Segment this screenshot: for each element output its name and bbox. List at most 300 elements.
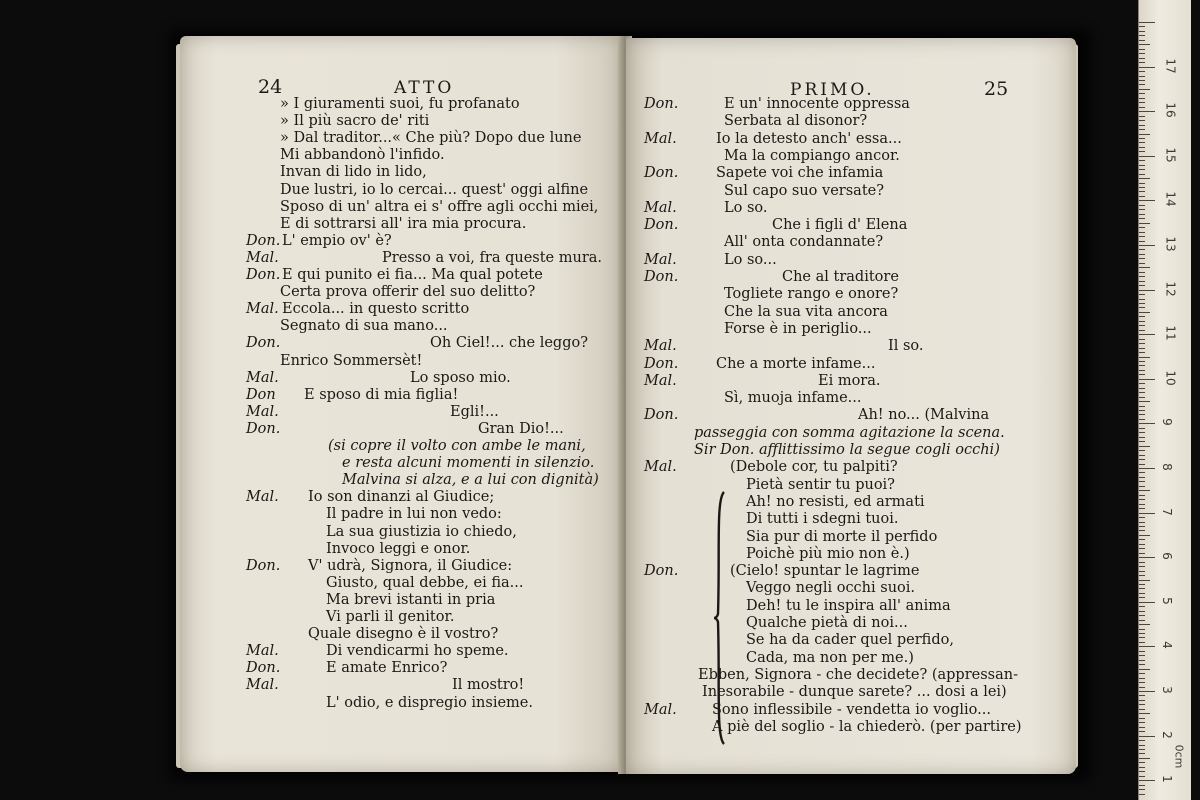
ruler-tick xyxy=(1139,348,1145,349)
ruler-tick xyxy=(1139,731,1145,732)
ruler-tick xyxy=(1139,352,1145,353)
text-line: Segnato di sua mano... xyxy=(280,318,448,335)
ruler-tick xyxy=(1139,615,1145,616)
ruler-tick xyxy=(1139,691,1155,692)
speaker-label: Don. xyxy=(644,563,679,580)
ruler-tick xyxy=(1139,539,1145,540)
ruler-tick xyxy=(1139,223,1150,224)
ruler-tick xyxy=(1139,673,1145,674)
ruler-number: 6 xyxy=(1159,552,1174,561)
ruler-number: 3 xyxy=(1159,686,1174,694)
ruler-tick xyxy=(1139,597,1145,598)
ruler-tick xyxy=(1139,22,1155,23)
speaker-label: Don. xyxy=(246,267,281,283)
ruler-tick xyxy=(1139,722,1145,723)
left-page-number: 24 xyxy=(258,76,283,98)
text-line: All' onta condannate? xyxy=(724,234,884,251)
ruler-number: 5 xyxy=(1159,596,1174,605)
ruler-tick xyxy=(1139,428,1145,429)
text-line: Gran Dio!... xyxy=(478,420,564,437)
ruler-tick xyxy=(1139,129,1145,130)
ruler-tick xyxy=(1139,593,1145,594)
ruler-tick xyxy=(1139,499,1145,500)
text-line: Sia pur di morte il perfido xyxy=(746,528,938,545)
text-line: Enrico Sommersèt! xyxy=(280,352,423,369)
text-line: Qualche pietà di noi... xyxy=(746,615,908,631)
ruler-tick xyxy=(1139,664,1145,665)
ruler-tick xyxy=(1139,530,1145,531)
ruler-tick xyxy=(1139,258,1145,259)
ruler-tick xyxy=(1139,629,1145,630)
ruler-tick xyxy=(1139,718,1145,719)
speaker-label: Don. xyxy=(644,165,679,182)
ruler-tick xyxy=(1139,642,1145,643)
ruler-tick xyxy=(1139,93,1145,94)
text-line: A piè del soglio - la chiederò. (per partire) xyxy=(712,718,1022,735)
ruler-tick xyxy=(1139,325,1145,326)
speaker-label: Don. xyxy=(644,269,679,285)
ruler-tick xyxy=(1139,272,1145,273)
ruler-tick xyxy=(1139,709,1145,710)
text-line: Malvina si alza, e a lui con dignità) xyxy=(342,472,599,489)
text-line: Eccola... in questo scritto xyxy=(282,301,470,318)
ruler-tick xyxy=(1139,330,1145,331)
ruler-tick xyxy=(1139,566,1145,567)
ruler-number: 4 xyxy=(1159,641,1174,650)
text-line: Egli!... xyxy=(450,403,499,420)
text-line: L' odio, e dispregio insieme. xyxy=(326,694,534,711)
text-line: Forse è in periglio... xyxy=(724,320,872,337)
ruler-tick xyxy=(1139,214,1145,215)
ruler-tick xyxy=(1139,508,1145,509)
ruler-tick xyxy=(1139,575,1145,576)
speaker-label: Don. xyxy=(644,355,679,372)
ruler-tick xyxy=(1139,35,1145,36)
ruler-tick xyxy=(1139,241,1145,242)
text-line: E un' innocente oppressa xyxy=(724,96,910,112)
ruler-tick xyxy=(1139,299,1145,300)
ruler-tick xyxy=(1139,481,1145,482)
ruler-tick xyxy=(1139,138,1145,139)
speaker-label: Don. xyxy=(246,557,281,574)
text-line: Sono inflessibile - vendetta io voglio... xyxy=(712,701,991,718)
text-line: Cada, ma non per me.) xyxy=(746,649,914,666)
ruler-tick xyxy=(1139,687,1145,688)
ruler-tick xyxy=(1139,218,1145,219)
speaker-label: Don. xyxy=(246,660,281,677)
ruler-tick xyxy=(1139,178,1150,179)
ruler-tick xyxy=(1139,704,1145,705)
ruler-unit-label: 0cm xyxy=(1172,744,1186,769)
text-line: Presso a voi, fra queste mura. xyxy=(382,249,603,266)
ruler-tick xyxy=(1139,321,1145,322)
text-line: Deh! tu le inspira all' anima xyxy=(746,597,951,614)
ruler-tick xyxy=(1139,249,1145,250)
ruler-number: 17 xyxy=(1163,57,1178,74)
right-page xyxy=(626,38,1076,774)
ruler-tick xyxy=(1139,446,1150,447)
ruler-tick xyxy=(1139,669,1150,670)
ruler-tick xyxy=(1139,633,1145,634)
speaker-label: Don. xyxy=(644,96,679,112)
text-line: (Cielo! spuntar le lagrime xyxy=(730,563,920,580)
ruler-tick xyxy=(1139,401,1150,402)
ruler-tick xyxy=(1139,388,1145,389)
ruler-tick xyxy=(1139,464,1145,465)
ruler-tick xyxy=(1139,758,1150,759)
text-line: Due lustri, io lo cercai... quest' oggi alfine xyxy=(280,181,589,198)
speaker-label: Mal. xyxy=(246,403,279,420)
ruler-tick xyxy=(1139,196,1145,197)
ruler-tick xyxy=(1139,169,1145,170)
text-line: Certa prova offerir del suo delitto? xyxy=(280,284,536,301)
ruler-tick xyxy=(1139,562,1145,563)
text-line: Ma brevi istanti in pria xyxy=(326,591,496,608)
text-line: » Il più sacro de' riti xyxy=(280,113,430,130)
text-line: Il so. xyxy=(888,338,924,355)
text-line: E di sottrarsi all' ira mia procura. xyxy=(280,215,527,232)
text-line: Ebben, Signora - che decidete? (appressan- xyxy=(698,666,1018,683)
text-line: Di vendicarmi ho speme. xyxy=(326,643,509,660)
speaker-label: Mal. xyxy=(644,701,677,718)
ruler-tick xyxy=(1139,147,1145,148)
ruler-tick xyxy=(1139,156,1155,157)
ruler-tick xyxy=(1139,370,1145,371)
text-line: (Debole cor, tu palpiti? xyxy=(730,459,898,476)
ruler-tick xyxy=(1139,191,1145,192)
ruler-number: 12 xyxy=(1163,280,1178,297)
ruler-tick xyxy=(1139,637,1145,638)
speaker-label: Don. xyxy=(644,217,679,234)
ruler-tick xyxy=(1139,517,1145,518)
text-line: Lo so. xyxy=(724,199,768,216)
ruler-tick xyxy=(1139,553,1145,554)
text-line: Io son dinanzi al Giudice; xyxy=(308,489,495,506)
ruler-tick xyxy=(1139,312,1150,313)
ruler-tick xyxy=(1139,776,1145,777)
ruler-tick xyxy=(1139,450,1145,451)
ruler-number: 11 xyxy=(1163,325,1178,341)
ruler-tick xyxy=(1139,263,1145,264)
ruler-tick xyxy=(1139,205,1145,206)
ruler-tick xyxy=(1139,303,1145,304)
ruler-tick xyxy=(1139,334,1155,335)
ruler-tick xyxy=(1139,151,1145,152)
ruler-tick xyxy=(1139,165,1145,166)
ruler-tick xyxy=(1139,31,1145,32)
ruler-tick xyxy=(1139,611,1145,612)
ruler-tick xyxy=(1139,571,1145,572)
ruler-tick xyxy=(1139,767,1145,768)
ruler-tick xyxy=(1139,794,1145,795)
text-line: Giusto, qual debbe, ei fia... xyxy=(326,574,524,591)
text-line: (si copre il volto con ambe le mani, xyxy=(328,438,586,454)
ruler-tick xyxy=(1139,753,1145,754)
text-line: Veggo negli occhi suoi. xyxy=(746,580,916,597)
text-line: Lo so... xyxy=(724,251,777,268)
text-line: » I giuramenti suoi, fu profanato xyxy=(280,96,520,112)
speaker-label: Mal. xyxy=(644,338,677,355)
speaker-label: Mal. xyxy=(644,459,677,476)
ruler-tick xyxy=(1139,120,1145,121)
text-line: Inesorabile - dunque sarete? ... dosi a lei) xyxy=(702,684,1007,701)
ruler-tick xyxy=(1139,276,1145,277)
ruler-tick xyxy=(1139,62,1145,63)
ruler-tick xyxy=(1139,727,1145,728)
ruler-tick xyxy=(1139,26,1145,27)
ruler-tick xyxy=(1139,749,1145,750)
text-line: Invan di lido in lido, xyxy=(280,164,427,181)
ruler-number: 2 xyxy=(1159,730,1174,739)
text-line: V' udrà, Signora, il Giudice: xyxy=(308,557,513,574)
text-line: Oh Ciel!... che leggo? xyxy=(430,335,588,352)
ruler-tick xyxy=(1139,785,1145,786)
ruler-tick xyxy=(1139,134,1150,135)
text-line: Serbata al disonor? xyxy=(724,113,868,130)
ruler-tick xyxy=(1139,160,1145,161)
ruler-tick xyxy=(1139,651,1145,652)
text-line: La sua giustizia io chiedo, xyxy=(326,523,517,540)
ruler-tick xyxy=(1139,379,1155,380)
ruler-tick xyxy=(1139,580,1150,581)
text-line: Il padre in lui non vedo: xyxy=(326,506,502,523)
text-line: Il mostro! xyxy=(452,677,525,694)
ruler-tick xyxy=(1139,281,1145,282)
left-page-header: ATTO xyxy=(394,78,455,98)
speaker-label: Mal. xyxy=(246,249,279,266)
ruler-tick xyxy=(1139,455,1145,456)
speaker-label: Don. xyxy=(246,335,281,352)
ruler-tick xyxy=(1139,678,1145,679)
ruler-tick xyxy=(1139,789,1145,790)
speaker-label: Mal. xyxy=(246,643,279,660)
ruler-tick xyxy=(1139,486,1145,487)
ruler-tick xyxy=(1139,89,1150,90)
ruler-tick xyxy=(1139,660,1145,661)
left-page xyxy=(180,36,622,772)
ruler-tick xyxy=(1139,780,1155,781)
ruler-tick xyxy=(1139,290,1155,291)
text-line: Io la detesto anch' essa... xyxy=(716,130,902,147)
ruler-tick xyxy=(1139,522,1145,523)
text-line: e resta alcuni momenti in silenzio. xyxy=(342,455,595,472)
text-line: Sul capo suo versate? xyxy=(724,182,884,199)
speaker-label: Mal. xyxy=(246,677,279,694)
ruler-tick xyxy=(1139,432,1145,433)
ruler-tick xyxy=(1139,80,1145,81)
ruler-tick xyxy=(1139,53,1145,54)
text-line: Poichè più mio non è.) xyxy=(746,545,910,562)
ruler-tick xyxy=(1139,374,1145,375)
text-line: Ah! no... (Malvina xyxy=(858,407,990,424)
text-line: E amate Enrico? xyxy=(326,660,448,677)
ruler-number: 13 xyxy=(1163,236,1178,252)
text-line: Che a morte infame... xyxy=(716,355,876,372)
ruler-number: 16 xyxy=(1163,102,1178,118)
ruler-tick xyxy=(1139,245,1155,246)
text-line: Vi parli il genitor. xyxy=(326,609,455,625)
ruler-tick xyxy=(1139,548,1145,549)
speaker-label: Mal. xyxy=(246,369,279,386)
ruler-tick xyxy=(1139,495,1145,496)
ruler-tick xyxy=(1139,419,1145,420)
text-line: Se ha da cader quel perfido, xyxy=(746,632,954,649)
ruler-tick xyxy=(1139,49,1145,50)
ruler-tick xyxy=(1139,67,1155,68)
ruler-tick xyxy=(1139,254,1145,255)
ruler-tick xyxy=(1139,410,1145,411)
ruler-number: 10 xyxy=(1163,370,1178,386)
ruler-tick xyxy=(1139,187,1145,188)
text-line: Invoco leggi e onor. xyxy=(326,540,471,557)
ruler-tick xyxy=(1139,102,1145,103)
ruler-tick xyxy=(1139,365,1145,366)
text-line: » Dal traditor...« Che più? Dopo due lune xyxy=(280,130,582,147)
ruler-tick xyxy=(1139,58,1145,59)
ruler-tick xyxy=(1139,361,1145,362)
ruler-tick xyxy=(1139,762,1145,763)
ruler-tick xyxy=(1139,111,1155,112)
text-line: Togliete rango e onore? xyxy=(724,286,899,303)
ruler-tick xyxy=(1139,76,1145,77)
ruler-tick xyxy=(1139,490,1150,491)
ruler-tick xyxy=(1139,397,1145,398)
ruler-tick xyxy=(1139,174,1145,175)
ruler-tick xyxy=(1139,84,1145,85)
ruler-tick xyxy=(1139,267,1150,268)
ruler-number: 7 xyxy=(1159,507,1174,516)
ruler-tick xyxy=(1139,771,1145,772)
ruler-number: 1 xyxy=(1159,775,1174,784)
speaker-label: Mal. xyxy=(644,251,677,268)
ruler-tick xyxy=(1139,740,1145,741)
ruler-tick xyxy=(1139,209,1145,210)
ruler-tick xyxy=(1139,602,1155,603)
ruler-tick xyxy=(1139,316,1145,317)
ruler-tick xyxy=(1139,227,1145,228)
ruler-tick xyxy=(1139,307,1145,308)
ruler-tick xyxy=(1139,526,1145,527)
text-line: Lo sposo mio. xyxy=(410,369,511,386)
text-line: Che la sua vita ancora xyxy=(724,303,888,320)
text-line: Ma la compiango ancor. xyxy=(724,147,900,164)
speaker-label: Mal. xyxy=(644,199,677,216)
ruler-number: 15 xyxy=(1163,147,1178,163)
ruler-tick xyxy=(1139,44,1150,45)
ruler-tick xyxy=(1139,468,1155,469)
ruler-tick xyxy=(1139,606,1145,607)
ruler-tick xyxy=(1139,285,1145,286)
ruler-tick xyxy=(1139,423,1155,424)
ruler-tick xyxy=(1139,745,1145,746)
text-line: Che i figli d' Elena xyxy=(772,217,908,234)
ruler-tick xyxy=(1139,682,1145,683)
ruler-tick xyxy=(1139,116,1145,117)
ruler-number: 14 xyxy=(1163,191,1178,208)
text-line: Che al traditore xyxy=(782,269,899,285)
text-line: L' empio ov' è? xyxy=(282,232,392,249)
text-line: Ei mora. xyxy=(818,372,881,389)
text-line: Sì, muoja infame... xyxy=(724,390,862,407)
ruler-tick xyxy=(1139,472,1145,473)
speaker-label: Don. xyxy=(246,420,281,437)
text-line: Sir Don. afflittissimo la segue cogli occhi) xyxy=(694,442,1000,458)
ruler-tick xyxy=(1139,200,1155,201)
ruler-tick xyxy=(1139,736,1155,737)
ruler-tick xyxy=(1139,406,1145,407)
ruler-tick xyxy=(1139,98,1145,99)
ruler-tick xyxy=(1139,357,1150,358)
text-line: E qui punito ei fia... Ma qual potete xyxy=(282,267,543,283)
ruler-tick xyxy=(1139,232,1145,233)
text-line: Sapete voi che infamia xyxy=(716,165,884,182)
right-page-header: PRIMO. xyxy=(790,80,875,100)
speaker-label: Don xyxy=(246,386,276,403)
text-line: Di tutti i sdegni tuoi. xyxy=(746,511,899,528)
aria-brace xyxy=(714,490,726,746)
ruler-tick xyxy=(1139,513,1155,514)
ruler-number: 9 xyxy=(1159,418,1174,427)
ruler-tick xyxy=(1139,477,1145,478)
ruler-tick xyxy=(1139,646,1155,647)
ruler-tick xyxy=(1139,713,1150,714)
text-line: Pietà sentir tu puoi? xyxy=(746,476,895,493)
ruler-tick xyxy=(1139,294,1145,295)
ruler-tick xyxy=(1139,441,1145,442)
ruler-tick xyxy=(1139,339,1145,340)
ruler-tick xyxy=(1139,655,1145,656)
speaker-label: Mal. xyxy=(644,130,677,147)
ruler-tick xyxy=(1139,624,1150,625)
ruler-tick xyxy=(1139,125,1145,126)
ruler-tick xyxy=(1139,557,1155,558)
ruler-tick xyxy=(1139,343,1145,344)
text-line: E sposo di mia figlia! xyxy=(304,386,459,403)
ruler-tick xyxy=(1139,40,1145,41)
speaker-label: Don. xyxy=(644,407,679,424)
ruler-tick xyxy=(1139,414,1145,415)
measurement-ruler xyxy=(1138,0,1191,800)
ruler-tick xyxy=(1139,544,1145,545)
ruler-tick xyxy=(1139,588,1145,589)
text-line: Sposo di un' altra ei s' offre agli occhi miei, xyxy=(280,198,599,215)
ruler-tick xyxy=(1139,584,1145,585)
speaker-label: Mal. xyxy=(246,301,279,318)
ruler-tick xyxy=(1139,620,1145,621)
ruler-tick xyxy=(1139,383,1145,384)
ruler-tick xyxy=(1139,700,1145,701)
speaker-label: Don. xyxy=(246,232,281,249)
ruler-tick xyxy=(1139,437,1145,438)
speaker-label: Mal. xyxy=(246,489,279,506)
ruler-tick xyxy=(1139,142,1145,143)
ruler-tick xyxy=(1139,236,1145,237)
ruler-tick xyxy=(1139,392,1145,393)
text-line: passeggia con somma agitazione la scena. xyxy=(694,424,1005,441)
ruler-tick xyxy=(1139,695,1145,696)
right-page-number: 25 xyxy=(984,78,1009,100)
ruler-tick xyxy=(1139,71,1145,72)
ruler-tick xyxy=(1139,504,1145,505)
ruler-number: 8 xyxy=(1159,463,1174,471)
ruler-tick xyxy=(1139,459,1145,460)
ruler-tick xyxy=(1139,183,1145,184)
text-line: Mi abbandonò l'infido. xyxy=(280,147,445,164)
ruler-tick xyxy=(1139,107,1145,108)
speaker-label: Mal. xyxy=(644,372,677,389)
text-line: Quale disegno è il vostro? xyxy=(308,626,499,643)
ruler-tick xyxy=(1139,535,1150,536)
